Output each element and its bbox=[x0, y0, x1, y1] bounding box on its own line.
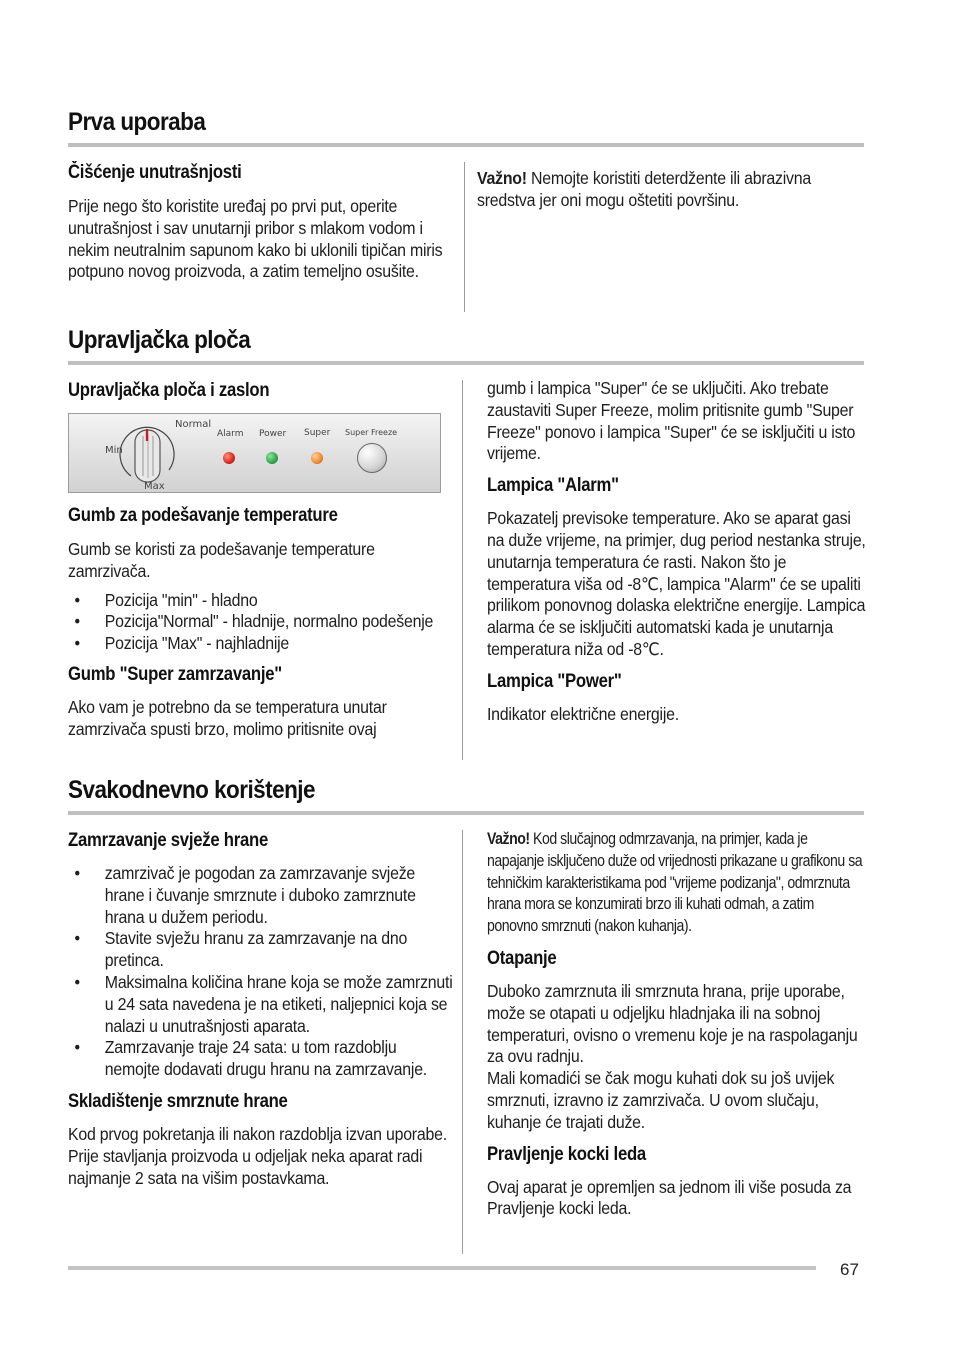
section-rule bbox=[68, 143, 864, 147]
footer-rule bbox=[68, 1266, 816, 1270]
temp-knob-heading: Gumb za podešavanje temperature bbox=[68, 505, 338, 526]
column-divider bbox=[462, 830, 463, 1254]
cleaning-heading: Čišćenje unutrašnjosti bbox=[68, 162, 242, 183]
temp-knob-list bbox=[68, 590, 455, 655]
super-freeze-text: Ako vam je potrebno da se temperatura unutar zamrzivača spusti brzo, molimo pritisnite ovaj bbox=[68, 696, 387, 739]
super-freeze-heading: Gumb "Super zamrzavanje" bbox=[68, 663, 282, 685]
knob-label-normal: Normal bbox=[175, 419, 212, 430]
knob-label-max: Max bbox=[144, 481, 165, 492]
ice-text: Ovaj aparat je opremljen sa jednom ili više posuda za Pravljenje kocki leda. bbox=[487, 1176, 852, 1219]
section-rule bbox=[68, 361, 864, 365]
power-lamp-text: Indikator električne energije. bbox=[487, 703, 679, 724]
panel-column-left bbox=[68, 380, 454, 402]
list-item: • Pozicija"Normal" - hladnije, normalno podešenje bbox=[74, 611, 434, 632]
column-divider bbox=[464, 162, 465, 312]
power-lamp-heading: Lampica "Power" bbox=[487, 670, 622, 692]
thawing-text-2: Mali komadići se čak mogu kuhati dok su još uvijek smrznuti, izravno iz zamrzivača. U ovom slučaju, kuhanje će trajati duže. bbox=[487, 1068, 835, 1132]
section-rule bbox=[68, 811, 864, 815]
important-label: Važno! bbox=[477, 168, 527, 188]
section-title-svakodnevno-koristenje: Svakodnevno korištenje bbox=[68, 776, 315, 804]
temperature-knob-icon bbox=[69, 414, 189, 494]
temp-knob-intro: Gumb se koristi za podešavanje temperature zamrzivača. bbox=[68, 539, 375, 581]
fresh-food-heading: Zamrzavanje svježe hrane bbox=[68, 830, 268, 851]
knob-label-min: Min bbox=[105, 445, 123, 456]
daily-use-column-left bbox=[68, 830, 454, 1189]
list-item: • Pozicija "Max" - najhladnije bbox=[74, 633, 290, 654]
section-title-upravljacka-ploca: Upravljačka ploča bbox=[68, 326, 251, 354]
super-lamp-icon bbox=[311, 452, 323, 464]
cleaning-text: Prije nego što koristite uređaj po prvi put, operite unutrašnjost i sav unutarnji pribor s mlakom vodom i nekim neutralnim sapunom kako bi uklonili tipičan miris potpuno novog proizvoda, a zatim temeljno osušite. bbox=[68, 196, 443, 282]
list-item: • Stavite svježu hranu za zamrzavanje na dno pretinca. bbox=[74, 928, 408, 971]
page-number: 67 bbox=[840, 1260, 859, 1279]
lamp-label-alarm: Alarm bbox=[217, 429, 244, 439]
storage-heading: Skladištenje smrznute hrane bbox=[68, 1090, 288, 1112]
alarm-lamp-heading: Lampica "Alarm" bbox=[487, 475, 619, 497]
list-item: • zamrzivač je pogodan za zamrzavanje svježe hrane i čuvanje smrznute i duboko zamrznute hrana u dužem periodu. bbox=[74, 863, 416, 927]
alarm-lamp-icon bbox=[223, 452, 235, 464]
super-freeze-text-continued: gumb i lampica "Super" će se uključiti. Ako trebate zaustaviti Super Freeze, molim pritisnite gumb "Super Freeze" ponovo i lampica "Super" će se isključiti u isto vrijeme. bbox=[487, 378, 856, 464]
thawing-text-1: Duboko zamrznuta ili smrznuta hrana, prije uporabe, može se otapati u odjeljku hladnjaka ili na sobnoj temperaturi, ovisno o vremenu koje je na raspolaganju za ovu radnju. bbox=[487, 980, 858, 1067]
lamp-label-super: Super bbox=[304, 428, 331, 438]
daily-use-column-right bbox=[487, 829, 865, 1220]
important-note-text: Važno! Nemojte koristiti deterdžente ili abrazivna sredstva jer oni mogu oštetiti površinu. bbox=[477, 168, 812, 210]
alarm-lamp-text: Pokazatelj previsoke temperature. Ako se aparat gasi na duže vrijeme, na primjer, dug period nestanka struje, unutarnja temperatura će rasti. Nakon što je temperatura viša od -8℃, lampica "Alarm" će se upaliti prilikom ponovnog dolaska električne energije. Lampica alarma će se isključiti automatski kada je unutarnja temperatura niža od -8℃. bbox=[487, 508, 866, 659]
super-freeze-button-icon bbox=[357, 443, 387, 473]
panel-column-right bbox=[487, 378, 865, 726]
temperature-knob-section bbox=[68, 505, 454, 741]
fresh-food-list bbox=[68, 863, 455, 1081]
defrost-important-label: Važno! bbox=[487, 830, 530, 848]
ice-heading: Pravljenje kocki leda bbox=[487, 1143, 646, 1165]
control-panel-illustration bbox=[68, 413, 441, 493]
power-lamp-icon bbox=[266, 452, 278, 464]
cleaning-column bbox=[68, 162, 454, 283]
section-title-prva-uporaba: Prva uporaba bbox=[68, 108, 206, 136]
list-item: • Zamrzavanje traje 24 sata: u tom razdoblju nemojte dodavati drugu hranu na zamrzavanje. bbox=[74, 1037, 428, 1080]
storage-text: Kod prvog pokretanja ili nakon razdoblja izvan uporabe. Prije stavljanja proizvoda u odjeljak neka aparat radi najmanje 2 sata na višim postavkama. bbox=[68, 1123, 447, 1188]
button-label-super-freeze: Super Freeze bbox=[345, 428, 398, 437]
panel-heading: Upravljačka ploča i zaslon bbox=[68, 380, 270, 401]
list-item: • Pozicija "min" - hladno bbox=[74, 589, 258, 610]
lamp-label-power: Power bbox=[259, 429, 287, 439]
important-note-surface bbox=[477, 168, 865, 212]
defrost-note-text: Važno! Kod slučajnog odmrzavanja, na primjer, kada je napajanje isključeno duže od vrijednosti prikazane u grafikonu sa tehničkim karakteristikama pod "vrijeme podizanja", odmrznuta hrana mora se konzumirati brzo ili kuhati odmah, a zatim ponovno smrznuti (nakon kuhanja). bbox=[487, 830, 863, 936]
column-divider bbox=[462, 380, 463, 760]
thawing-heading: Otapanje bbox=[487, 947, 557, 969]
list-item: • Maksimalna količina hrane koja se može zamrznuti u 24 sata navedena je na etiketi, naljepnici koja se nalazi u unutrašnjosti aparata. bbox=[74, 971, 453, 1036]
